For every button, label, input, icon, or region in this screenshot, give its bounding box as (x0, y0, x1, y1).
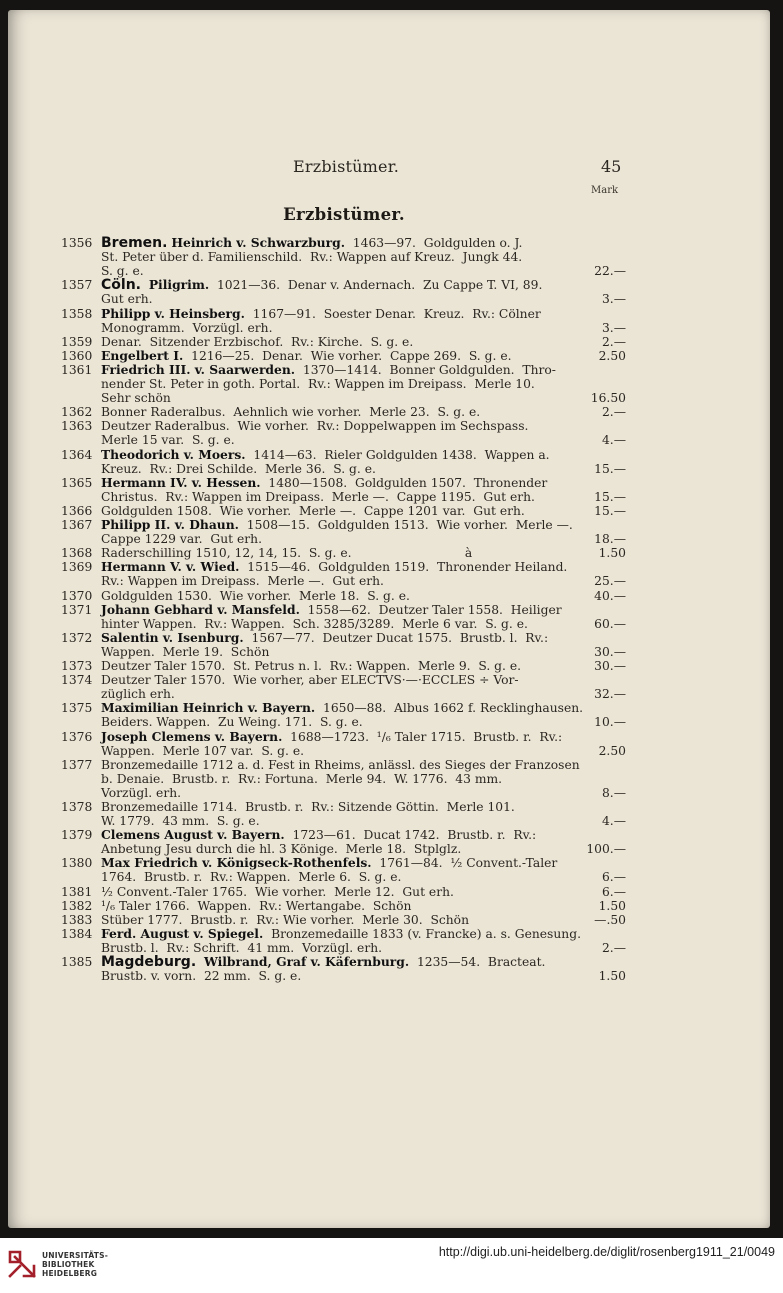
entry-text: 1650—88. Albus 1662 f. Recklinghausen. (315, 701, 584, 716)
entry-text: Christus. Rv.: Wappen im Dreipass. Merle —. Cappe 1195. Gut erh. (101, 489, 535, 504)
entry-line (101, 278, 542, 292)
entry-line (101, 574, 384, 588)
entry-line (101, 941, 382, 955)
ruler-name: Hermann IV. v. Hessen. (101, 474, 261, 490)
entry-line (101, 462, 376, 476)
price: 15.— (594, 489, 626, 504)
entry-text: 1167—91. Soester Denar. Kreuz. Rv.: Cölner (244, 306, 541, 321)
entry-text: S. g. e. (101, 264, 144, 279)
entry-text: St. Peter über d. Familienschild. Rv.: Wappen auf Kreuz. Jungk 44. (101, 250, 523, 265)
lot-number: 1366 (61, 503, 93, 518)
entry-text: Beiders. Wappen. Zu Weing. 171. S. g. e. (101, 715, 363, 730)
entry-line (101, 856, 557, 870)
lot-number: 1381 (61, 884, 93, 899)
lot-number: 1358 (61, 306, 93, 321)
price: 1.50 (598, 969, 626, 984)
price: 8.— (601, 785, 626, 800)
lot-number: 1383 (61, 912, 93, 927)
entry-text: Deutzer Taler 1570. Wie vorher, aber ELECTVS·—·ECCLES ÷ Vor- (101, 673, 519, 688)
ruler-name: Ferd. August v. Spiegel. (101, 925, 264, 941)
entry-line (101, 899, 411, 913)
entry-line (101, 645, 269, 659)
price: 16.50 (590, 391, 626, 406)
entry-line (101, 292, 153, 306)
ruler-name: Hermann V. v. Wied. (101, 559, 240, 575)
entry-text: Goldgulden 1530. Wie vorher. Merle 18. S. g. e. (101, 588, 410, 603)
library-name-line: BIBLIOTHEK (42, 1260, 95, 1270)
price: 6.— (601, 870, 626, 885)
entry-line (101, 800, 515, 814)
entry-line (101, 870, 401, 884)
entry-text: 1515—46. Goldgulden 1519. Thronender Heiland. (239, 560, 568, 575)
lot-number: 1367 (61, 518, 93, 532)
currency-column-label: Mark (591, 185, 619, 196)
entry-text: Bonner Raderalbus. Aehnlich wie vorher. Merle 23. S. g. e. (101, 405, 481, 420)
lot-number: 1365 (61, 475, 93, 490)
entry-text: Bronzemedaille 1714. Brustb. r. Rv.: Sitzende Göttin. Merle 101. (101, 800, 515, 814)
entry-line (101, 264, 144, 278)
entry-line (101, 448, 550, 462)
entry-line (101, 546, 472, 560)
entry-text: 1235—54. Bracteat. (409, 955, 546, 970)
price: 22.— (594, 264, 626, 279)
city-heading: Bremen. (101, 235, 168, 251)
entry-line (101, 955, 545, 969)
price: 2.50 (598, 743, 626, 758)
ruler-name: Philipp v. Heinsberg. (101, 305, 245, 321)
entry-line (101, 405, 480, 419)
lot-number: 1357 (61, 278, 93, 293)
lot-number: 1369 (61, 560, 93, 575)
price: 25.— (594, 574, 626, 589)
ruler-name: Wilbrand, Graf v. Käfernburg. (203, 954, 410, 970)
city-heading: Cöln. (101, 277, 141, 294)
entry-line (101, 913, 469, 927)
lot-number: 1374 (61, 673, 93, 688)
entry-text: Rv.: Wappen im Dreipass. Merle —. Gut erh. (101, 574, 384, 589)
lot-number: 1378 (61, 800, 93, 814)
lot-number: 1363 (61, 419, 93, 434)
price: 30.— (594, 659, 626, 673)
entry-text: W. 1779. 43 mm. S. g. e. (101, 814, 260, 829)
entry-text: Goldgulden 1508. Wie vorher. Merle —. Cappe 1201 var. Gut erh. (101, 503, 525, 518)
ruler-name: Max Friedrich v. Königseck-Rothenfels. (101, 855, 372, 871)
entry-line (101, 321, 272, 335)
entry-line (101, 730, 562, 744)
price: 3.— (601, 320, 626, 335)
lot-number: 1359 (61, 334, 93, 349)
entry-text: 1216—25. Denar. Wie vorher. Cappe 269. S. g. e. (183, 348, 512, 363)
entry-text: Vorzügl. erh. (101, 785, 182, 800)
entry-text (141, 278, 149, 292)
ruler-name: Joseph Clemens v. Bayern. (101, 728, 283, 744)
entry-text: Wappen. Merle 107 var. S. g. e. (101, 743, 305, 758)
entry-text: Denar. Sitzender Erzbischof. Rv.: Kirche. S. g. e. (101, 334, 414, 349)
entry-text: Sehr schön (101, 391, 171, 406)
entry-line (101, 758, 580, 772)
entry-text (196, 955, 204, 969)
entry-line (101, 701, 583, 715)
ruler-name: Maximilian Heinrich v. Bayern. (101, 700, 316, 716)
entry-text: Brustb. l. Rv.: Schrift. 41 mm. Vorzügl. erh. (101, 940, 383, 955)
lot-number: 1384 (61, 926, 93, 941)
entry-line (101, 772, 502, 786)
ruler-name: Johann Gebhard v. Mansfeld. (101, 601, 300, 617)
entry-line (101, 433, 235, 447)
entry-line (101, 419, 528, 433)
page-number: 45 (601, 157, 622, 176)
entry-text: Monogramm. Vorzügl. erh. (101, 320, 273, 335)
lot-number: 1379 (61, 828, 93, 843)
price: 15.— (594, 461, 626, 476)
entry-line (101, 391, 171, 405)
entry-text: Bronzemedaille 1833 (v. Francke) a. s. Genesung. (263, 926, 581, 941)
entry-text: Merle 15 var. S. g. e. (101, 433, 235, 448)
entry-text: Stüber 1777. Brustb. r. Rv.: Wie vorher. Merle 30. Schön (101, 912, 469, 927)
entry-line (101, 476, 547, 490)
entry-line (101, 490, 535, 504)
price: 4.— (601, 433, 626, 448)
entry-line (101, 504, 525, 518)
lot-number: 1373 (61, 659, 93, 673)
price: 40.— (594, 588, 626, 603)
price: 4.— (601, 814, 626, 829)
price: 30.— (594, 644, 626, 659)
entry-text: 1567—77. Deutzer Ducat 1575. Brustb. l. Rv.: (243, 630, 549, 645)
running-title: Erzbistümer. (293, 157, 400, 176)
ruler-name: Piligrim. (148, 277, 210, 293)
entry-line (101, 617, 528, 631)
entry-line (101, 603, 562, 617)
library-name-line: UNIVERSITÄTS- (42, 1251, 109, 1260)
entry-text: Raderschilling 1510, 12, 14, 15. S. g. e. à (101, 546, 473, 561)
library-name-line: HEIDELBERG (42, 1269, 98, 1279)
entry-text: Deutzer Raderalbus. Wie vorher. Rv.: Doppelwappen im Sechspass. (101, 419, 529, 434)
lot-number: 1368 (61, 546, 93, 561)
entry-text: 1723—61. Ducat 1742. Brustb. r. Rv.: (284, 828, 537, 843)
entry-text: 1370—1414. Bonner Goldgulden. Thro- (295, 362, 556, 377)
entry-line (101, 589, 410, 603)
lot-number: 1370 (61, 588, 93, 603)
entry-text: Brustb. v. vorn. 22 mm. S. g. e. (101, 969, 302, 984)
lot-number: 1360 (61, 348, 93, 363)
entry-text: züglich erh. (101, 687, 175, 702)
price: 6.— (601, 884, 626, 899)
ruler-name: Heinrich v. Schwarzburg. (171, 235, 345, 250)
price: 32.— (594, 687, 626, 702)
entry-text: 1558—62. Deutzer Taler 1558. Heiliger (299, 602, 562, 617)
entry-text: 1508—15. Goldgulden 1513. Wie vorher. Merle —. (238, 518, 573, 532)
price: 60.— (594, 616, 626, 631)
entry-text: ¹/₆ Taler 1766. Wappen. Rv.: Wertangabe. Schön (101, 898, 412, 913)
entry-line (101, 786, 181, 800)
price: 1.50 (598, 898, 626, 913)
entry-line (101, 349, 512, 363)
entry-text: hinter Wappen. Rv.: Wappen. Sch. 3285/3289. Merle 6 var. S. g. e. (101, 616, 528, 631)
price: 15.— (594, 503, 626, 518)
lot-number: 1371 (61, 602, 93, 617)
price: —.50 (594, 912, 626, 927)
entry-line (101, 828, 536, 842)
lot-number: 1372 (61, 630, 93, 645)
entry-text: 1688—1723. ¹/₆ Taler 1715. Brustb. r. Rv.: (282, 729, 563, 744)
entry-line (101, 560, 567, 574)
entry-text: Bronzemedaille 1712 a. d. Fest in Rheims, anlässl. des Sieges der Franzosen (101, 757, 580, 772)
section-heading: Erzbistümer. (283, 205, 405, 224)
entry-line (101, 335, 413, 349)
entry-line (101, 673, 519, 687)
lot-number: 1364 (61, 447, 93, 462)
price: 3.— (601, 292, 626, 307)
entry-line (101, 842, 461, 856)
source-url-link[interactable]: http://digi.ub.uni-heidelberg.de/diglit/rosenberg1911_21/0049 (438, 1245, 775, 1259)
entry-line (101, 532, 262, 546)
lot-number: 1356 (61, 236, 93, 250)
price: 2.50 (598, 348, 626, 363)
entry-text: 1764. Brustb. r. Rv.: Wappen. Merle 6. S. g. e. (101, 870, 402, 885)
entry-line (101, 307, 541, 321)
entry-text: Cappe 1229 var. Gut erh. (101, 532, 262, 547)
ruler-name: Engelbert I. (101, 347, 184, 363)
entry-text: 1480—1508. Goldgulden 1507. Thronender (260, 475, 548, 490)
entry-text: 1463—97. Goldgulden o. J. (344, 236, 523, 250)
library-logo-icon (7, 1249, 37, 1279)
lot-number: 1361 (61, 362, 93, 377)
entry-line (101, 236, 522, 250)
price: 2.— (601, 940, 626, 955)
ruler-name: Theodorich v. Moers. (101, 446, 246, 462)
entry-line (101, 687, 175, 701)
lot-number: 1385 (61, 955, 93, 970)
entry-text: Anbetung Jesu durch die hl. 3 Könige. Merle 18. Stplglz. (101, 842, 462, 857)
entry-line (101, 969, 301, 983)
entry-line (101, 659, 521, 673)
entry-text: 1021—36. Denar v. Andernach. Zu Cappe T. VI, 89. (209, 278, 543, 293)
entry-text: b. Denaie. Brustb. r. Rv.: Fortuna. Merle 94. W. 1776. 43 mm. (101, 771, 503, 786)
entry-text: 1414—63. Rieler Goldgulden 1438. Wappen a. (245, 447, 550, 462)
lot-number: 1362 (61, 405, 93, 420)
entry-line (101, 744, 304, 758)
entry-line (101, 363, 556, 377)
city-heading: Magdeburg. (101, 954, 197, 971)
lot-number: 1382 (61, 898, 93, 913)
entry-text: Kreuz. Rv.: Drei Schilde. Merle 36. S. g. e. (101, 461, 376, 476)
entry-text: 1761—84. ½ Convent.-Taler (371, 856, 558, 871)
lot-number: 1375 (61, 701, 93, 716)
price: 100.— (586, 842, 626, 857)
entry-line (101, 518, 573, 532)
lot-number: 1377 (61, 757, 93, 772)
entry-line (101, 927, 581, 941)
price: 1.50 (598, 546, 626, 561)
entry-line (101, 814, 260, 828)
entry-text: Gut erh. (101, 292, 153, 307)
ruler-name: Philipp II. v. Dhaun. (101, 517, 239, 532)
library-name (42, 1251, 108, 1279)
entry-line (101, 377, 535, 391)
entry-text: Deutzer Taler 1570. St. Petrus n. l. Rv.: Wappen. Merle 9. S. g. e. (101, 659, 522, 673)
price: 18.— (594, 532, 626, 547)
entry-line (101, 885, 454, 899)
entry-line (101, 631, 548, 645)
price: 2.— (601, 405, 626, 420)
ruler-name: Friedrich III. v. Saarwerden. (101, 361, 296, 377)
entry-line (101, 250, 522, 264)
lot-number: 1376 (61, 729, 93, 744)
entry-text: Wappen. Merle 19. Schön (101, 644, 270, 659)
ruler-name: Clemens August v. Bayern. (101, 827, 285, 843)
entry-text: nender St. Peter in goth. Portal. Rv.: Wappen im Dreipass. Merle 10. (101, 376, 535, 391)
price: 10.— (594, 715, 626, 730)
entry-text: ½ Convent.-Taler 1765. Wie vorher. Merle 12. Gut erh. (101, 884, 454, 899)
ruler-name: Salentin v. Isenburg. (101, 629, 244, 645)
lot-number: 1380 (61, 856, 93, 871)
entry-line (101, 715, 363, 729)
price: 2.— (601, 334, 626, 349)
